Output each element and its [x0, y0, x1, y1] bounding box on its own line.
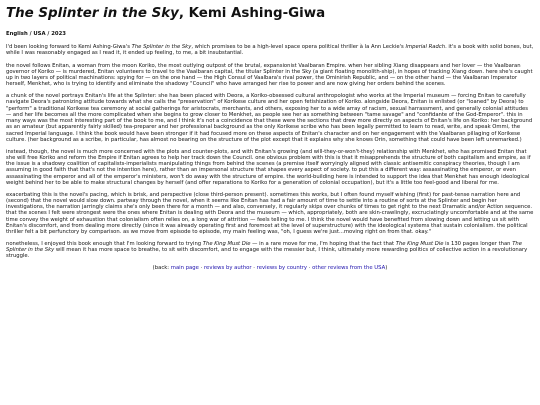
review-paragraph-2: the novel follows Enitan, a woman from the moon Koriko, the most outlying outpost of the brutal, expansionist Vaalbaran Empire. when her sibling Xiang disappears and her lover — the Vaalbaran governor of Koriko — is murdered, Enitan volunteers to travel to the Vaalbaran capital, the titular Splinter in the Sky (a giant floating monolith-ship), in hopes of tracking Xiang down. here she's caught up in two layers of political machinations: spying for — on the one hand — the High Consul of Vaalbara's rival power, the Ominirish Republic, and — on the other hand — the Vaalbaran Imperator herself, Menkhet, who is trying to identify and eliminate the shadowy "Council" who have arranged her rise to power and are now giving her orders behind the scenes.	[6, 62, 533, 88]
review-paragraph-4: instead, though, the novel is much more concerned with the plots and counter-plots, and with Enitan's growing (and will-they-or-won't-they) relationship with Menkhet, who has promised Enitan that she will free Koriko and reform the Empire if Enitan agrees to help her track down the Council. one obvious problem with this is that it misapprehends the structure of both capitalism and empire, as if the issue is a shadowy coalition of capitalists-imperialists manipulating things from behind the scenes (a premise itself worryingly aligned with classic antisemitic conspiracy theories, though I am assuming in good faith that that's not the intention here), rather than an impersonal structure that shapes every aspect of society. to put this a different way: assassinating the emperor, or even assassinating the emperor and all of the emperor's ministers, won't do away with the structure of empire. the world-building here is intended to support the idea that Menkhet has enough ideological weight behind her to be able to make structural changes by herself (and offer reparations to Koriko for a generation of colonial occupation), but it's a little too feel-good and liberal for me.	[6, 148, 531, 187]
footer-separator: ·	[251, 264, 257, 271]
footer-suffix: )	[385, 264, 388, 271]
italic-title: The King Must Die	[395, 240, 444, 247]
footer-separator: ·	[307, 264, 313, 271]
back-navigation	[6, 265, 534, 272]
review-paragraph-3: a chunk of the novel portrays Enitan's life at the Splinter: she has been placed with Deora, a Koriko-obsessed cultural anthropologist who works at the Imperial museum — forcing Enitan to carefully navigate Deora's patronizing attitude towards what she calls the "preservation" of Korikese culture and her open fetishization of Koriko. alongside Deora, Enitan is enlisted (or "loaned" by Deora) to "perform" a traditional Korikese tea ceremony at social gatherings for aristocrats, merchants, and others, exposing her to a wide array of racism, sexual harrassment, and generally colonial attitudes — and her life becomes all the more complicated when she begins to grow closer to Menkhet, as people see her as something between "tame savage" and "confidante of the God-Emperor". this in many ways was the most interesting part of the book to me, and I think it's not a coincidence that these were the sections that drew more directly on aspects of Enitan's life on Koriko: her background as an amateur (but apparently fairly skilled) tea-preparer and her professional background as the only Korikese scribe who has been legally permitted to learn to read, write, and speak Ommi, the sacred Imperial language. I think the book would have been stronger if it had focused more on these aspects of Enitan's character and on her engagement with the Vaalbaran pillaging of Korikese culture. (her background as a scribe, in particular, has almost no bearing on the structure of the plot except that it explains why she knows Orin, something that could have been left unremarked.)	[6, 92, 533, 144]
italic-title: The King Must Die	[202, 240, 251, 247]
text-run: I'd been looking forward to Kemi Ashing-Giwa's	[6, 44, 132, 50]
text-run: will mean it has more space to breathe, to sit with discomfort, and to engage with the messier but, I think, ultimately more rewarding politics of collective action in a revolutionary struggle.	[6, 247, 528, 260]
footer-prefix: (back:	[152, 264, 171, 271]
footer-separator: ·	[198, 264, 204, 271]
review-paragraph-5: exacerbating this is the novel's pacing, which is brisk, and perspective (close third-person present). sometimes this works, but I often found myself wishing (first) for past-tense narration here and (second) that the novel would slow down. partway through the novel, when it seems like Enitan has had a fair amount of time to settle into a routine of sorts at the Splinter and begin her investigations, the narration jarringly claims she's only been there for a month — and also, conversely, it regularly skips over chunks of times to get right to the next Dramatic and/or Action sequence. that the scenes I felt were strongest were the ones where Enitan is dealing with Deora and the museum — which, appropriately, both are skin-crawlingly, excruciatingly uncomfortable and at the same time convey the weight of exhaustion that colonialism often relies on, a long war of attrition — feels telling to me. I think the novel would have benefited from slowing down and letting us sit with Enitan's discomfort, and from dealing more directly (since it was already operating first and foremost at the level of superstructure) with the ideological systems that sustain colonialism. the political thriller felt a bit perfunctory by comparison. as we move from episode to episode, my main feeling was, "oh, I guess we're just...moving right on from that. okay."	[6, 191, 534, 236]
book-author: Kemi Ashing-Giwa	[188, 6, 326, 21]
language-country-year: English / USA / 2023	[6, 31, 66, 37]
text-run: is 130 pages longer than	[443, 240, 513, 247]
text-run: , which promises to be a high-level space opera political thriller à la Ann Leckie's	[191, 44, 406, 50]
book-title: The Splinter in the Sky	[6, 6, 179, 21]
italic-title: Imperial Radch	[405, 44, 446, 50]
reviews-by-author-link[interactable]: reviews by author	[204, 264, 252, 271]
reviews-by-country-link[interactable]: reviews by country	[256, 264, 308, 271]
text-run: — in a rare move for me, I'm hoping that the fact that	[250, 240, 396, 247]
title-separator: ,	[178, 6, 189, 21]
review-paragraph-1	[6, 44, 534, 57]
page-title	[6, 5, 534, 22]
text-run: nonetheless, I enjoyed this book enough that I'm looking forward to trying	[6, 240, 203, 247]
main-page-link[interactable]: main page	[170, 264, 199, 271]
review-paragraph-6	[6, 241, 534, 260]
italic-title: The Splinter in the Sky	[6, 240, 522, 254]
other-usa-reviews-link[interactable]: other reviews from the USA	[312, 264, 386, 271]
text-run: . it's a book with solid bones, but, while I was reasonably engaged as I read it, it ended up feeling, to me, a bit insubstantial.	[6, 44, 534, 57]
italic-title: The Splinter in the Sky	[131, 44, 192, 50]
